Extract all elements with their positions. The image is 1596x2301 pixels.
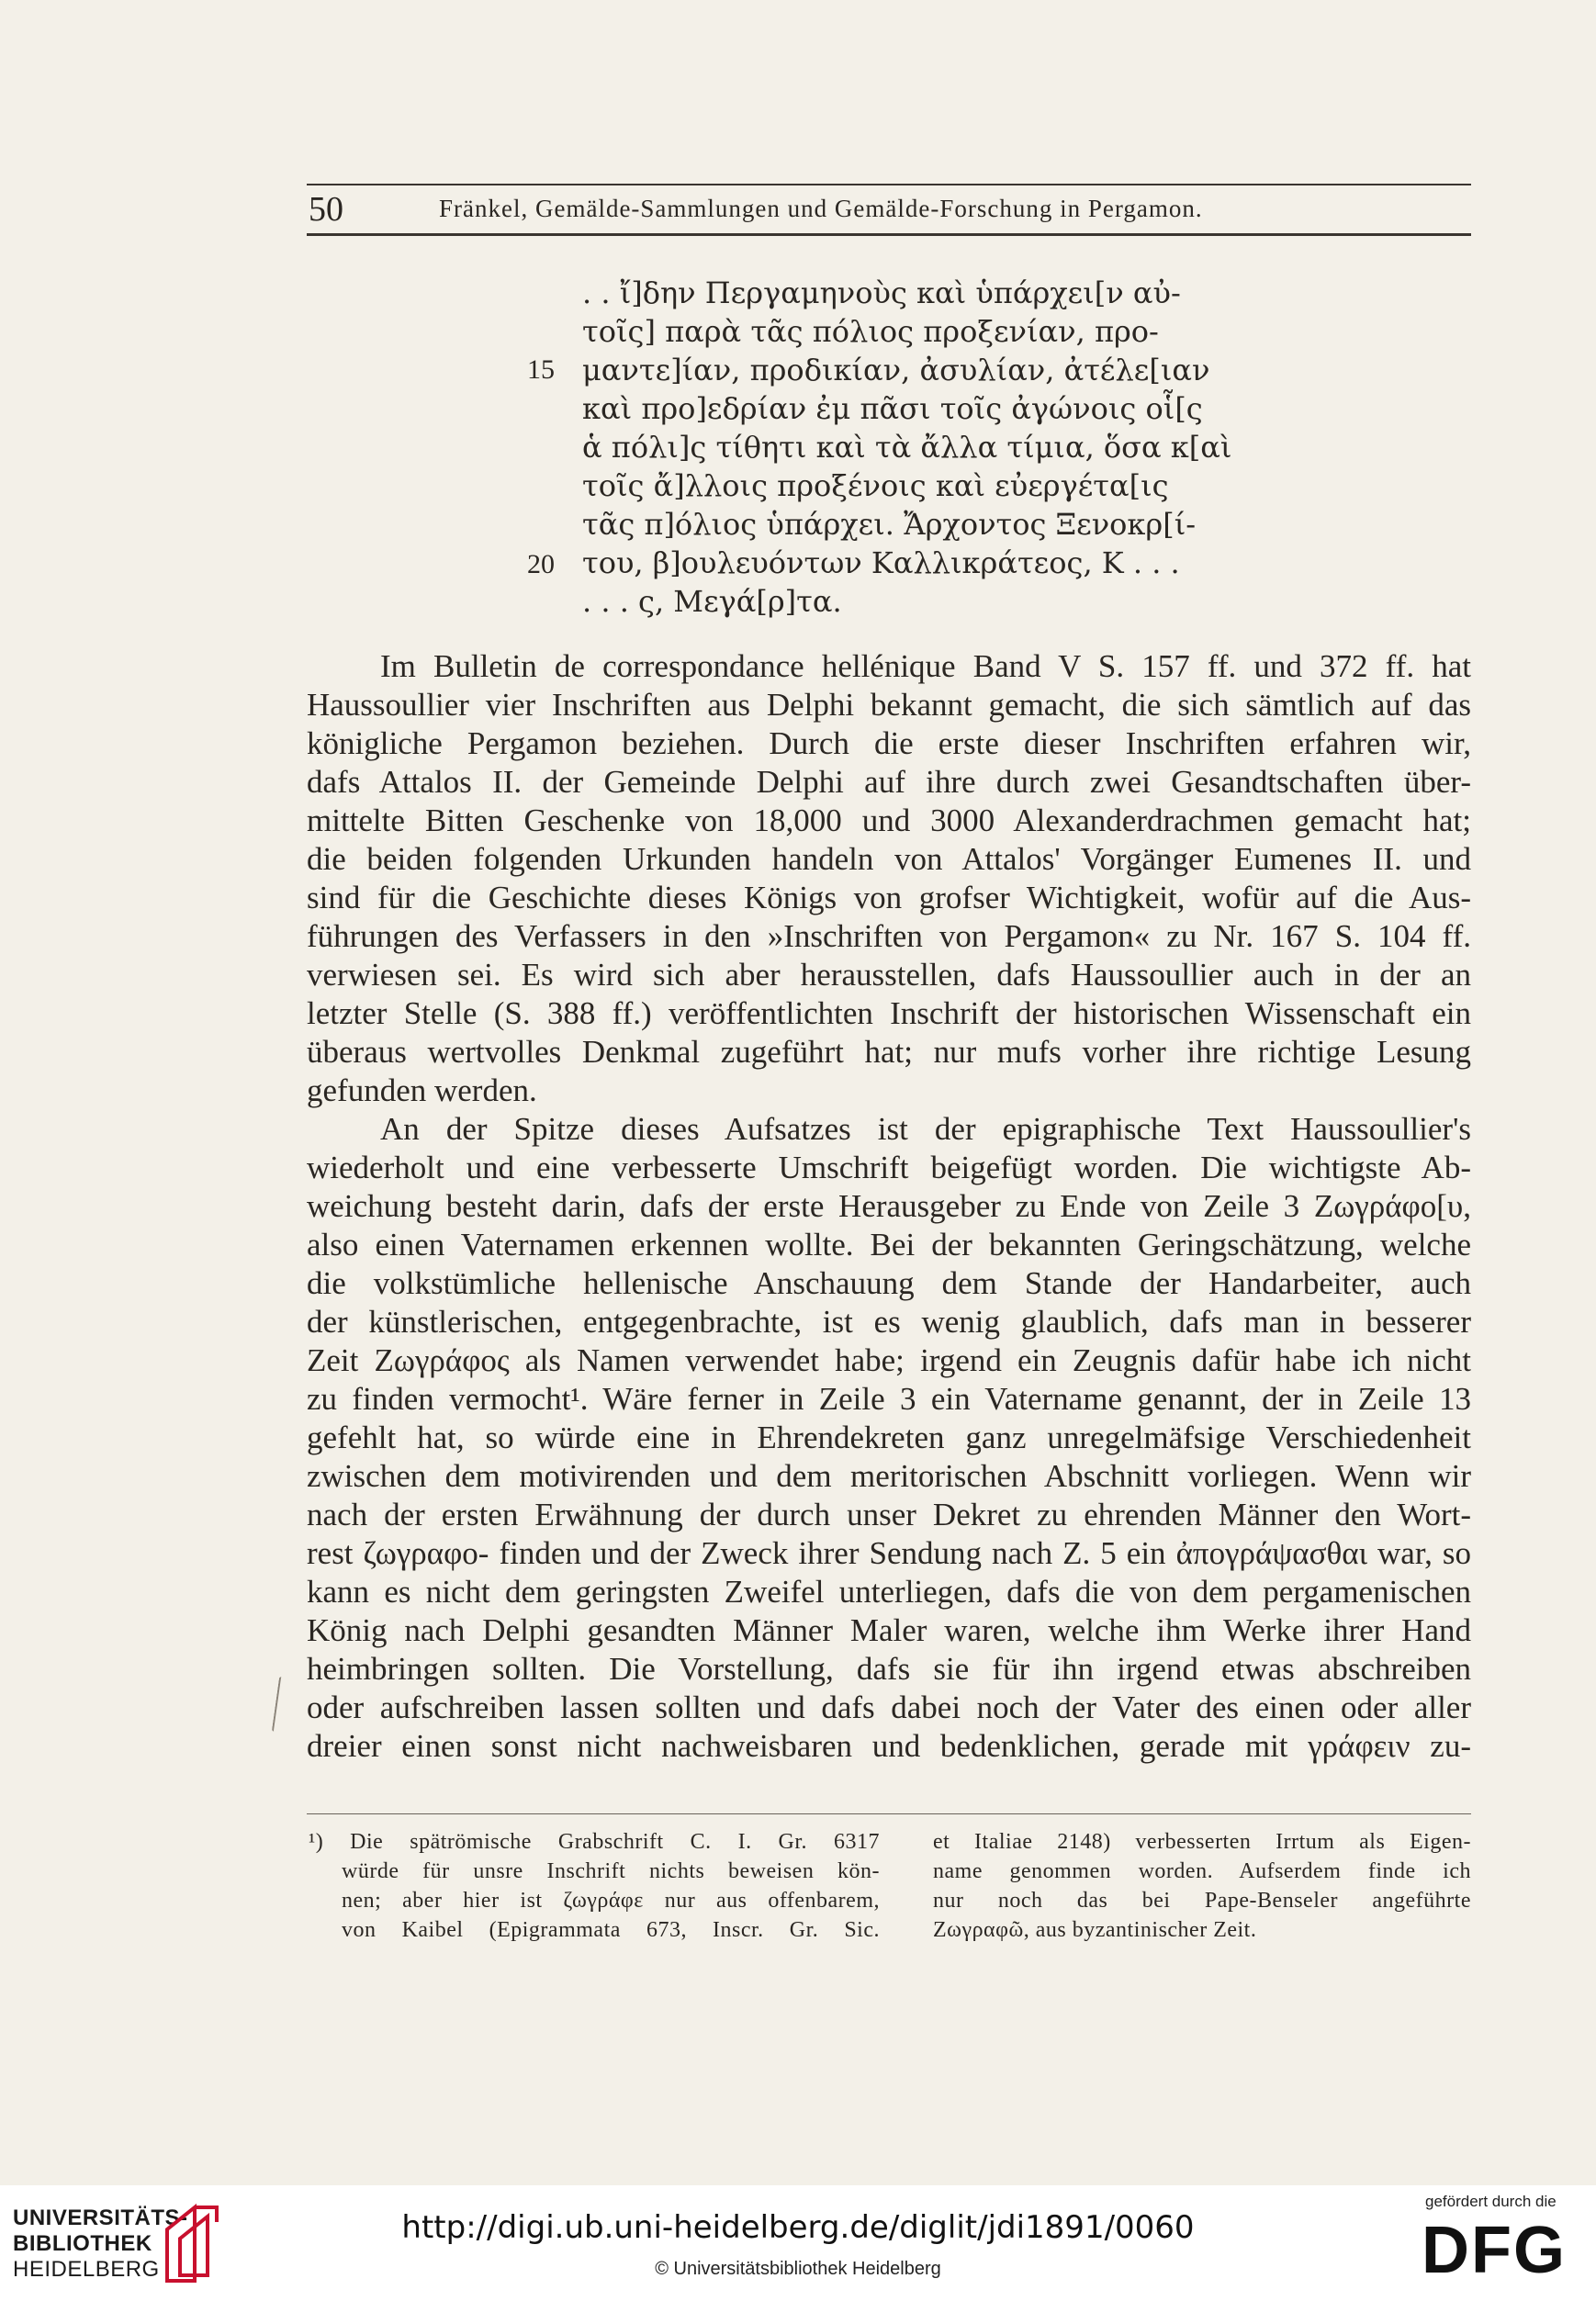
- dfg-logo: DFG: [1422, 2214, 1567, 2287]
- body-line: weichung besteht darin, dafs der erste Herausgeber zu Ende von Zeile 3 Ζωγράφο[υ,: [307, 1188, 1471, 1224]
- header-rule-bottom: [307, 233, 1471, 236]
- funded-by-label: gefördert durch die: [1425, 2193, 1557, 2210]
- body-line: wiederholt und eine verbesserte Umschrift beigefügt worden. Die wichtigste Ab-: [307, 1150, 1471, 1185]
- body-line: König nach Delphi gesandten Männer Maler waren, welche ihm Werke ihrer Hand: [307, 1612, 1471, 1648]
- inscription-line: μαντε]ίαν, προδικίαν, ἀσυλίαν, ἀτέλε[ιαν: [582, 353, 1210, 387]
- footnote-rule: [307, 1813, 1471, 1814]
- body-line: überaus wertvolles Denkmal zugeführt hat; nur mufs vorher ihre richtige Lesung: [307, 1034, 1471, 1070]
- body-line: Im Bulletin de correspondance hellénique Band V S. 157 ff. und 372 ff. hat: [380, 648, 1471, 684]
- body-line: oder aufschreiben lassen sollten und dafs dabei noch der Vater des einen oder aller: [307, 1689, 1471, 1725]
- inscription-line: καὶ προ]εδρίαν ἐμ πᾶσι τοῖς ἀγώνοις οἷ[ς: [582, 391, 1203, 426]
- body-line: Haussoullier vier Inschriften aus Delphi bekannt gemacht, die sich sämtlich auf das: [307, 687, 1471, 723]
- page-number: 50: [309, 190, 343, 229]
- inscription-line: τοῖς] παρὰ τᾶς πόλιος προξενίαν, προ-: [582, 314, 1159, 349]
- copyright-notice: © Universitätsbibliothek Heidelberg: [655, 2259, 941, 2279]
- body-line: heimbringen sollten. Die Vorstellung, dafs sie für ihn irgend etwas abschreiben: [307, 1651, 1471, 1687]
- header-rule-top: [307, 184, 1471, 185]
- body-line: nach der ersten Erwähnung der durch unser Dekret zu ehrenden Männer den Wort-: [307, 1497, 1471, 1532]
- body-line: führungen des Verfassers in den »Inschriften von Pergamon« zu Nr. 167 S. 104 ff.: [307, 918, 1471, 954]
- footnote-line: Ζωγραφῶ, aus byzantinischer Zeit.: [933, 1918, 1257, 1942]
- inscription-line: του, β]ουλευόντων Καλλικράτεος, Κ . . .: [582, 545, 1180, 580]
- body-line: An der Spitze dieses Aufsatzes ist der epigraphische Text Haussoullier's: [380, 1111, 1471, 1147]
- footnote-line: ¹) Die spätrömische Grabschrift C. I. Gr. 6317: [309, 1830, 880, 1854]
- permalink-url[interactable]: http://digi.ub.uni-heidelberg.de/diglit/jdi1891/0060: [401, 2209, 1195, 2246]
- inscription-line: τοῖς ἄ]λλοις προξένοις καὶ εὐεργέτα[ις: [582, 468, 1169, 503]
- footnote-line: von Kaibel (Epigrammata 673, Inscr. Gr. Sic.: [342, 1918, 880, 1942]
- body-line: die beiden folgenden Urkunden handeln von Attalos' Vorgänger Eumenes II. und: [307, 841, 1471, 877]
- body-line: also einen Vaternamen erkennen wollte. Bei der bekannten Geringschätzung, welche: [307, 1227, 1471, 1263]
- footnote-line: et Italiae 2148) verbesserten Irrtum als Eigen-: [933, 1830, 1471, 1854]
- body-line: sind für die Geschichte dieses Königs von grofser Wichtigkeit, wofür auf die Aus-: [307, 880, 1471, 915]
- inscription-line: . . . ς, Μεγά[ρ]τα.: [582, 584, 842, 619]
- body-line: die volkstümliche hellenische Anschauung dem Stande der Handarbeiter, auch: [307, 1265, 1471, 1301]
- body-line: verwiesen sei. Es wird sich aber herausstellen, dafs Haussoullier auch in der an: [307, 957, 1471, 993]
- body-line: zu finden vermocht¹. Wäre ferner in Zeile 3 ein Vatername genannt, der in Zeile 13: [307, 1381, 1471, 1417]
- library-name-line3: HEIDELBERG: [13, 2257, 160, 2282]
- body-line: der künstlerischen, entgegenbrachte, ist es wenig glaublich, dafs man in besserer: [307, 1304, 1471, 1340]
- running-title: Fränkel, Gemälde-Sammlungen und Gemälde-Forschung in Pergamon.: [439, 195, 1203, 222]
- inscription-line: ἁ πόλι]ς τίθητι καὶ τὰ ἄλλα τίμια, ὅσα κ[αὶ: [582, 430, 1232, 465]
- body-line: königliche Pergamon beziehen. Durch die erste dieser Inschriften erfahren wir,: [307, 725, 1471, 761]
- body-line: dreier einen sonst nicht nachweisbaren und bedenklichen, gerade mit γράφειν zu-: [307, 1728, 1471, 1764]
- body-line: gefehlt hat, so würde eine in Ehrendekreten ganz unregelmäfsige Verschiedenheit: [307, 1420, 1471, 1455]
- margin-pencil-mark: [272, 1677, 284, 1732]
- library-name-line2: BIBLIOTHEK: [13, 2231, 152, 2256]
- footnote-line: name genommen worden. Aufserdem finde ich: [933, 1859, 1471, 1883]
- body-line: kann es nicht dem geringsten Zweifel unterliegen, dafs die von dem pergamenischen: [307, 1574, 1471, 1610]
- scanned-page: 50 Fränkel, Gemälde-Sammlungen und Gemälde-Forschung in Pergamon. . . ἴ]δην Περγαμηνοὺς καὶ ὑπάρχει[ν αὐ- τοῖς] παρὰ τᾶς πόλιος προξενίαν, προ- 15 μαντε]ίαν, προδικίαν, ἀσυλίαν, ἀτέλε[ιαν καὶ προ]εδρίαν ἐμ πᾶσι τοῖς ἀγώνοις οἷ[ς ἁ πόλι]ς τίθητι καὶ τὰ ἄλλα τίμια, ὅσα κ[αὶ τοῖς ἄ]λλοις προξένοις καὶ εὐεργέτα[ις τᾶς π]όλιος ὑπάρχει. Ἄρχοντος Ξενοκρ[ί- 20 του, β]ουλευόντων Καλλικράτεος, Κ . . . . . . ς, Μεγά[ρ]τα. Im Bulletin de correspondance hellénique Band V S. 157 ff. und 372 ff. hat Haussoullier vier Inschriften aus Delphi bekannt gemacht, die sich sämtlich auf das königliche Pergamon beziehen. Durch die erste dieser Inschriften erfahren wir, dafs Attalos II. der Gemeinde Delphi auf ihre durch zwei Gesandtschaften über- mittelte Bitten Geschenke von 18,000 und 3000 Alexanderdrachmen gemacht hat; die beiden folgenden Urkunden handeln von Attalos' Vorgänger Eumenes II. und sind für die Geschichte dieses Königs von grofser Wichtigkeit, wofür auf die Aus- führungen des Verfassers in den »Inschriften von Pergamon« zu Nr. 167 S. 104 ff. verwiesen sei. Es wird sich aber herausstellen, dafs Haussoullier auch in der an letzter Stelle (S. 388 ff.) veröffentlichten Inschrift der historischen Wissenschaft ein überaus wertvolles Denkmal zugeführt hat; nur mufs vorher ihre richtige Lesung gefunden werden. An der Spitze dieses Aufsatzes ist der epigraphische Text Haussoullier's wiederholt und eine verbesserte Umschrift beigefügt worden. Die wichtigste Ab- weichung besteht darin, dafs der erste Herausgeber zu Ende von Zeile 3 Ζωγράφο[υ, also einen Vaternamen erkennen wollte. Bei der bekannten Geringschätzung, welche die volkstümliche hellenische Anschauung dem Stande der Handarbeiter, auch der künstlerischen, entgegenbrachte, ist es wenig glaublich, dafs man in besserer Zeit Ζωγράφος als Namen verwendet habe; irgend ein Zeugnis dafür habe ich nicht zu finden vermocht¹. Wäre ferner in Zeile 3 ein Vatername genannt, der in Zeile 13 gefehlt hat, so würde eine in Ehrendekreten ganz unregelmäfsige Verschiedenheit zwischen dem motivirenden und dem meritorischen Abschnitt vorliegen. Wenn wir nach der ersten Erwähnung der durch unser Dekret zu ehrenden Männer den Wort- rest ζωγραφο- finden und der Zweck ihrer Sendung nach Z. 5 ein ἀπογράψασθαι war, so kann es nicht dem geringsten Zweifel unterliegen, dafs die von dem pergamenischen König nach Delphi gesandten Männer Maler waren, welche ihm Werke ihrer Hand heimbringen sollten. Die Vorstellung, dafs sie für ihn irgend etwas abschreiben oder aufschreiben lassen sollten und dafs dabei noch der Vater des einen oder aller dreier einen sonst nicht nachweisbaren und bedenklichen, gerade mit γράφειν zu- ¹) Die spätrömische Grabschrift C. I. Gr. 6317 würde für unsre Inschrift nichts beweisen kön- nen; aber hier ist ζωγράφε nur aus offenbarem, von Kaibel (Epigrammata 673, Inscr. Gr. Sic. et Italiae 2148) verbesserten Irrtum als Eigen- name genommen worden. Aufserdem finde ich nur noch das bei Pape-Benseler angeführte Ζωγραφῶ, aus byzantinischer Zeit.: [0, 0, 1596, 2185]
- footnote-line: nur noch das bei Pape-Benseler angeführte: [933, 1889, 1471, 1913]
- library-name-line1: UNIVERSITÄTS-: [13, 2206, 188, 2230]
- body-line: rest ζωγραφο- finden und der Zweck ihrer Sendung nach Z. 5 ein ἀπογράψασθαι war, so: [307, 1535, 1471, 1571]
- body-line: gefunden werden.: [307, 1072, 537, 1108]
- footnote-line: nen; aber hier ist ζωγράφε nur aus offenbarem,: [342, 1889, 880, 1913]
- body-line: zwischen dem motivirenden und dem meritorischen Abschnitt vorliegen. Wenn wir: [307, 1458, 1471, 1494]
- body-line: mittelte Bitten Geschenke von 18,000 und 3000 Alexanderdrachmen gemacht hat;: [307, 803, 1471, 838]
- body-line: letzter Stelle (S. 388 ff.) veröffentlichten Inschrift der historischen Wissenschaft ein: [307, 995, 1471, 1031]
- body-line: dafs Attalos II. der Gemeinde Delphi auf ihre durch zwei Gesandtschaften über-: [307, 764, 1471, 800]
- inscription-line: . . ἴ]δην Περγαμηνοὺς καὶ ὑπάρχει[ν αὐ-: [582, 275, 1181, 310]
- inscription-line: τᾶς π]όλιος ὑπάρχει. Ἄρχοντος Ξενοκρ[ί-: [582, 507, 1197, 542]
- body-line: Zeit Ζωγράφος als Namen verwendet habe; irgend ein Zeugnis dafür habe ich nicht: [307, 1342, 1471, 1378]
- footnote-line: würde für unsre Inschrift nichts beweisen kön-: [342, 1859, 880, 1883]
